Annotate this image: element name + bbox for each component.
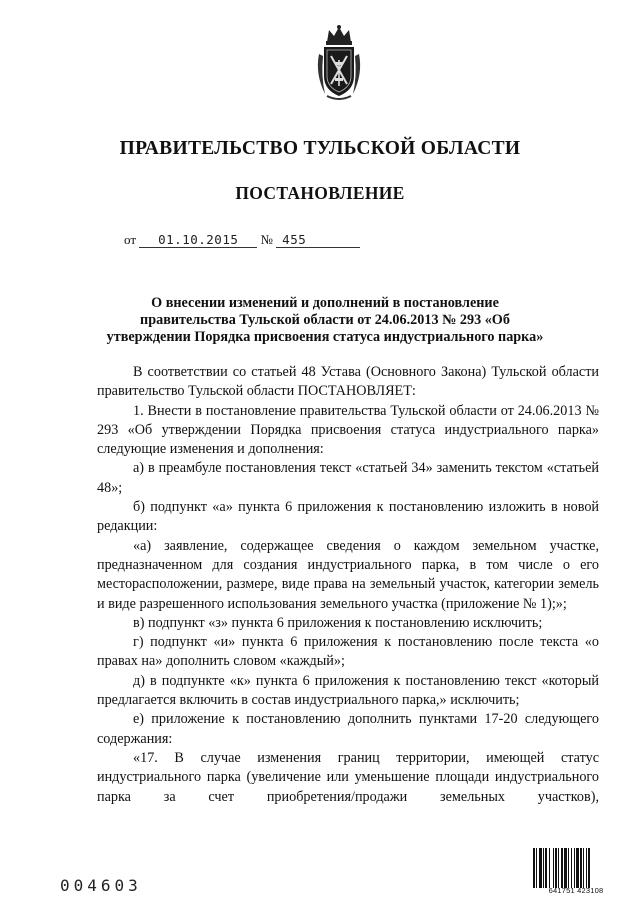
- document-number: 455: [276, 233, 360, 248]
- document-title: О внесении изменений и дополнений в постановление правительства Тульской области от 24.06.2013 № 293 «Об утверждении Порядка присвоения статуса индустриального парка»: [106, 295, 544, 345]
- paragraph-subitem-d: д) в подпункте «к» пункта 6 приложения к постановлению текст «который предлагается включить в состав индустриального парка,» исключить;: [97, 672, 599, 709]
- paragraph-item-1: 1. Внести в постановление правительства Тульской области от 24.06.2013 № 293 «Об утверждении Порядка присвоения статуса индустриального парка» следующие изменения и дополнения:: [97, 402, 599, 458]
- paragraph-subitem-v: в) подпункт «з» пункта 6 приложения к постановлению исключить;: [133, 614, 543, 631]
- paragraph-subitem-e: е) приложение к постановлению дополнить пунктами 17-20 следующего содержания:: [97, 711, 599, 747]
- paragraph-item-17: «17. В случае изменения границ территории, имеющей статус индустриального парка (увеличение или уменьшение площади индустриального парка за счет приобретения/продажи земельных участков),: [97, 749, 599, 805]
- paragraph-subitem-a: а) в преамбуле постановления текст «статьей 34» заменить текстом «статьей 48»;: [97, 460, 599, 496]
- barcode-image: [532, 848, 620, 888]
- paragraph-quoted-a: «а) заявление, содержащее сведения о каждом земельном участке, предназначенном для создания индустриального парка, в том числе о его месторасположении, размере, виде права на земельный участок, категории земель и виде разрешенного использования земельного участка (приложение № 1);»;: [97, 537, 599, 612]
- document-date: 01.10.2015: [139, 233, 257, 248]
- date-prefix: от: [124, 232, 137, 247]
- document-date-number-line: [124, 232, 360, 248]
- number-prefix: №: [260, 232, 273, 247]
- document-body: [97, 363, 599, 807]
- paragraph-subitem-b: б) подпункт «а» пункта 6 приложения к постановлению изложить в новой редакции:: [97, 499, 599, 535]
- document-type: ПОСТАНОВЛЕНИЕ: [235, 183, 405, 203]
- paragraph-subitem-g: г) подпункт «и» пункта 6 приложения к постановлению после текста «о правах на» дополнить словом «каждый»;: [97, 634, 599, 670]
- barcode-number: 641751 423108: [548, 886, 604, 895]
- organization-name: ПРАВИТЕЛЬСТВО ТУЛЬСКОЙ ОБЛАСТИ: [119, 138, 521, 159]
- document-serial-number: 004603: [60, 876, 142, 895]
- paragraph-preamble: В соответствии со статьей 48 Устава (Основного Закона) Тульской области правительство Тульской области ПОСТАНОВЛЯЕТ:: [97, 364, 599, 400]
- tula-coat-of-arms-emblem: [313, 24, 365, 102]
